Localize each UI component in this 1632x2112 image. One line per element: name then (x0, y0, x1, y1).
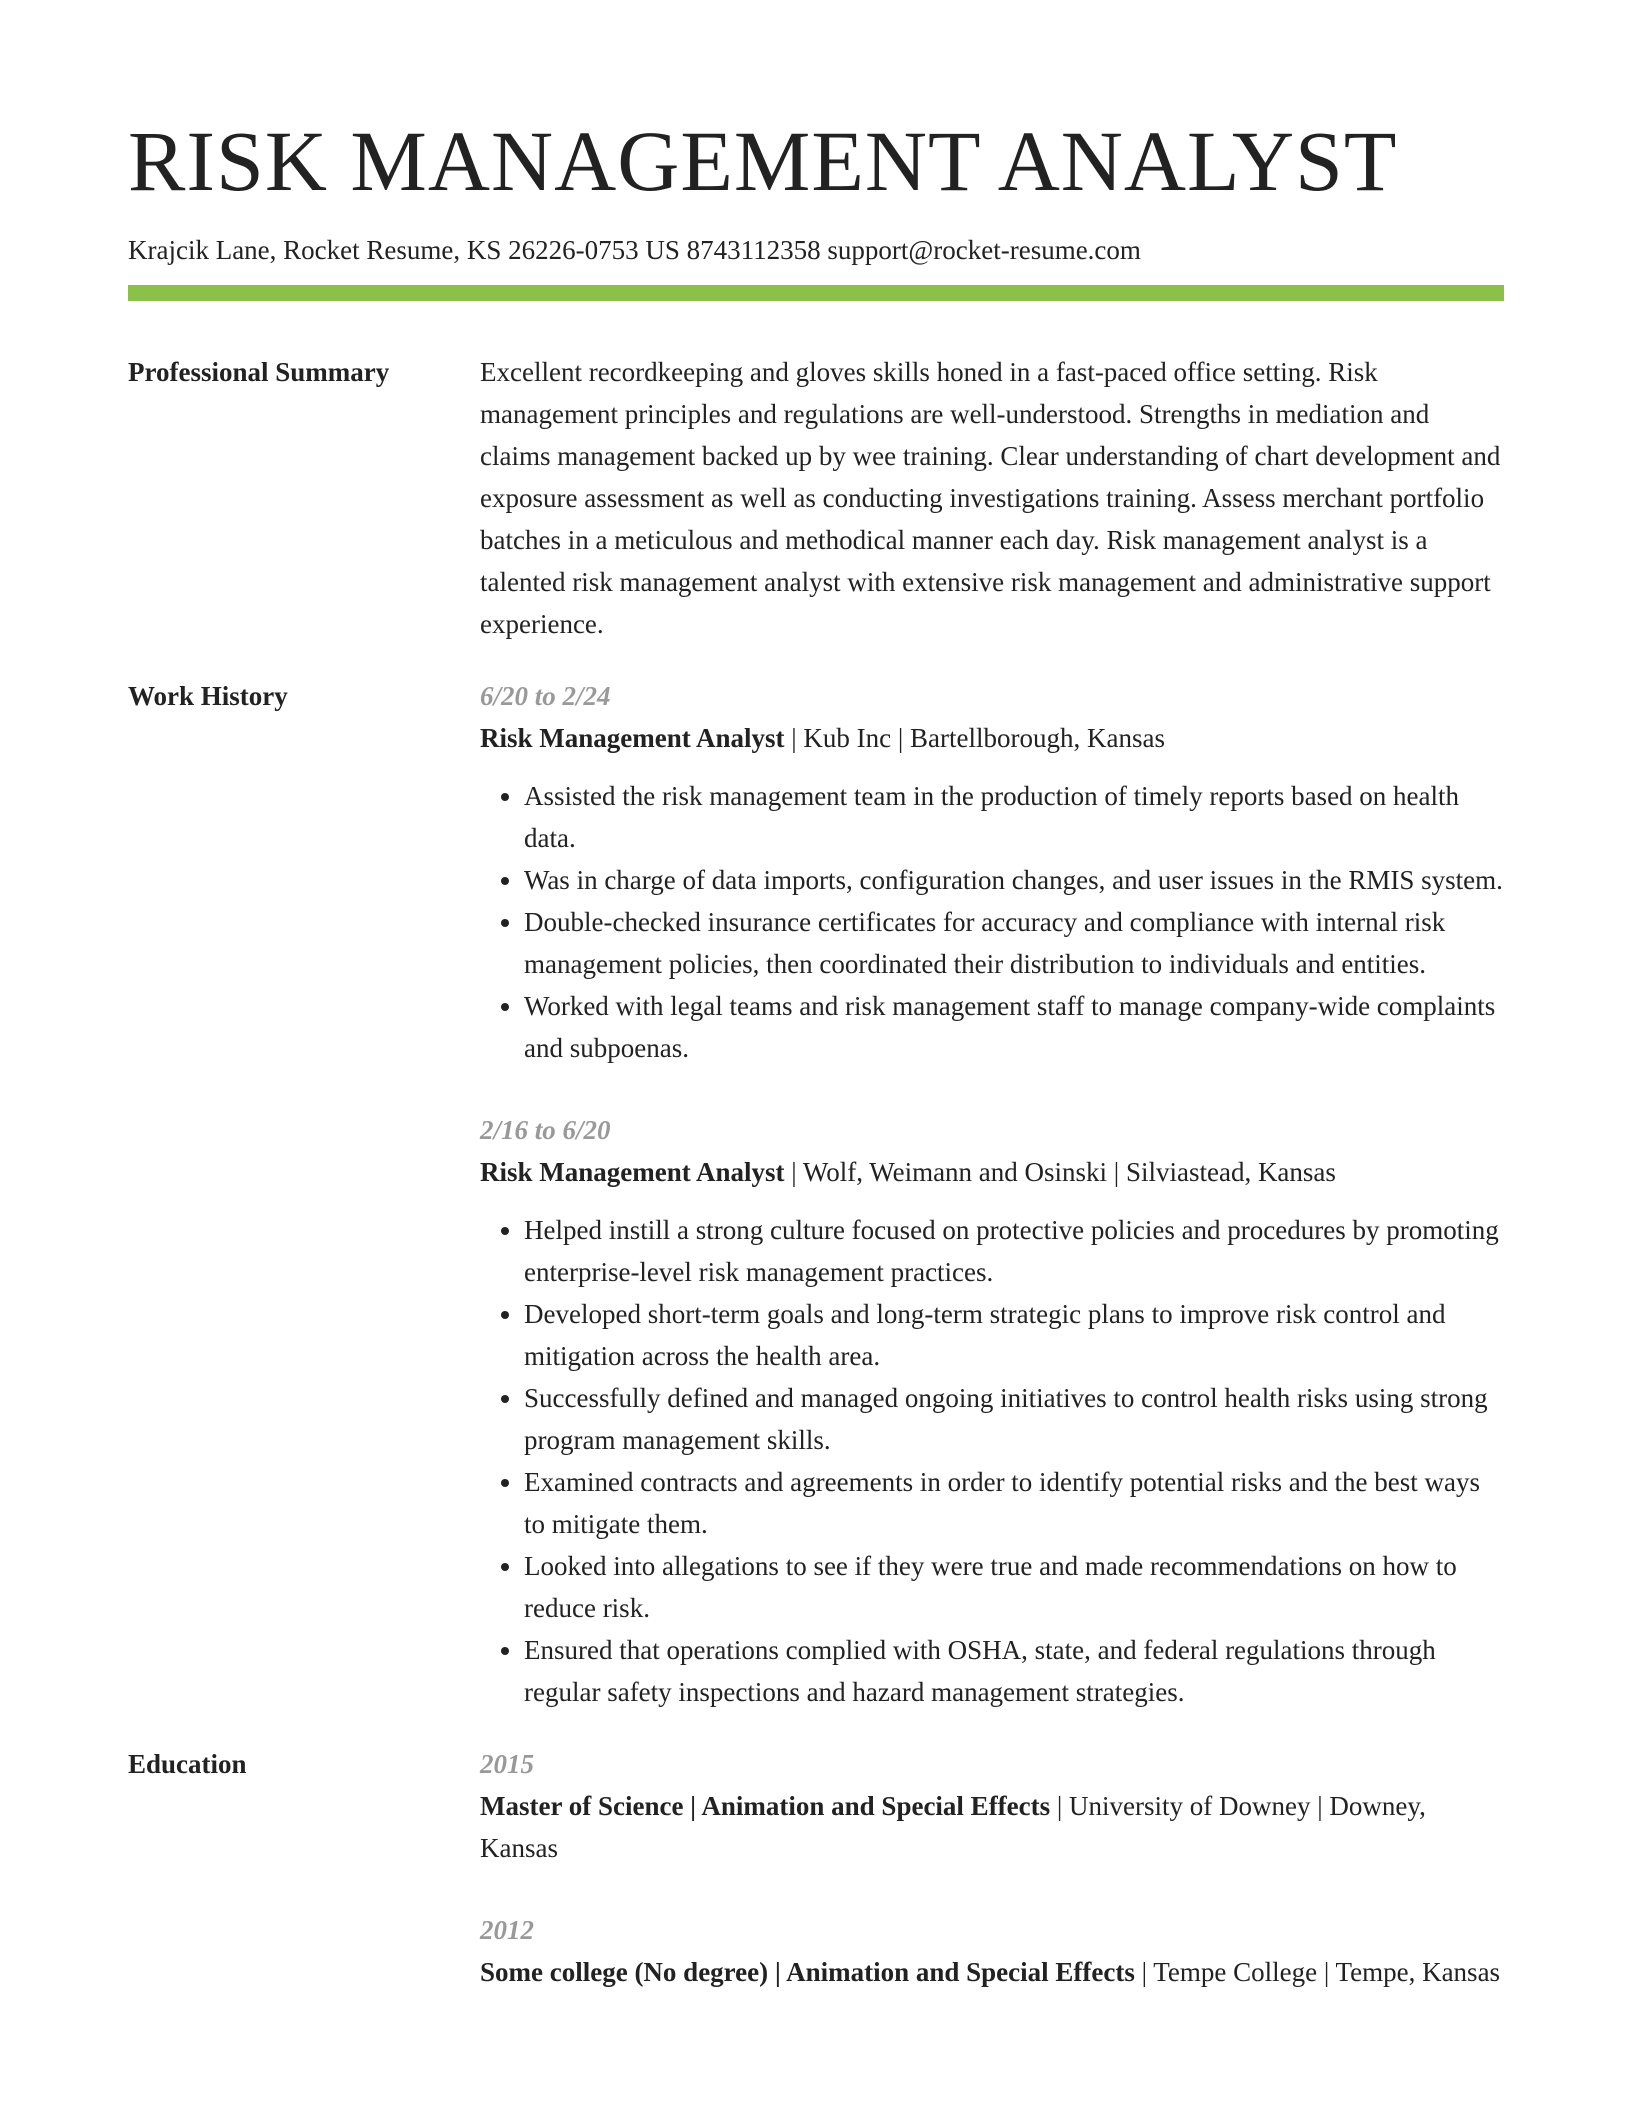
section-heading-education: Education (128, 1749, 247, 1779)
education-year: 2015 (480, 1749, 534, 1779)
job-details: | Kub Inc | Bartellborough, Kansas (784, 723, 1165, 753)
job-title: Risk Management Analyst (480, 1157, 785, 1187)
job-role-line (480, 717, 1504, 759)
education-degree: Some college (No degree) | Animation and Special Effects (480, 1957, 1135, 1987)
education-body (480, 1743, 1504, 1993)
job-bullet: • Helped instill a strong culture focused on protective policies and procedures by promoting enterprise-level risk management practices. (524, 1209, 1504, 1293)
education-details: | Tempe College | Tempe, Kansas (1134, 1957, 1501, 1987)
education-entry (480, 1909, 1504, 1993)
job-bullet: • Was in charge of data imports, configuration changes, and user issues in the RMIS system. (524, 859, 1504, 901)
education-section (128, 1743, 1504, 1993)
job-entry (480, 675, 1504, 1069)
job-title: Risk Management Analyst (480, 723, 785, 753)
job-bullet: • Assisted the risk management team in the production of timely reports based on health data. (524, 775, 1504, 859)
summary-section (128, 351, 1504, 645)
job-role-line (480, 1151, 1504, 1193)
job-bullet: • Examined contracts and agreements in order to identify potential risks and the best ways to mitigate them. (524, 1461, 1504, 1545)
job-bullets (480, 1209, 1504, 1713)
education-line (480, 1785, 1504, 1869)
job-details: | Wolf, Weimann and Osinski | Silviastead, Kansas (784, 1157, 1336, 1187)
education-details: | University of Downey | Downey, Kansas (480, 1791, 1426, 1863)
job-bullets (480, 775, 1504, 1069)
summary-text: Excellent recordkeeping and gloves skills honed in a fast-paced office setting. Risk management principles and regulations are well-understood. Strengths in mediation and claims management backed up by wee training. Clear understanding of chart development and exposure assessment as well as conducting investigations training. Assess merchant portfolio batches in a meticulous and methodical manner each day. Risk management analyst is a talented risk management analyst with extensive risk management and administrative support experience. (480, 357, 1501, 639)
section-heading-work-history: Work History (128, 681, 288, 711)
education-entry (480, 1743, 1504, 1869)
work-history-body (480, 675, 1504, 1713)
resume-sections (128, 351, 1504, 2023)
education-year: 2012 (480, 1915, 534, 1945)
job-dates: 2/16 to 6/20 (480, 1115, 611, 1145)
job-bullet: • Developed short-term goals and long-term strategic plans to improve risk control and mitigation across the health area. (524, 1293, 1504, 1377)
job-bullet: • Double-checked insurance certificates for accuracy and compliance with internal risk management policies, then coordinated their distribution to individuals and entities. (524, 901, 1504, 985)
resume-title: RISK MANAGEMENT ANALYST (128, 113, 1398, 209)
job-bullet: • Worked with legal teams and risk management staff to manage company-wide complaints and subpoenas. (524, 985, 1504, 1069)
section-heading-summary: Professional Summary (128, 357, 390, 387)
job-bullet: • Ensured that operations complied with OSHA, state, and federal regulations through regular safety inspections and hazard management strategies. (524, 1629, 1504, 1713)
job-bullet: • Looked into allegations to see if they were true and made recommendations on how to reduce risk. (524, 1545, 1504, 1629)
job-entry (480, 1109, 1504, 1713)
accent-divider (128, 285, 1504, 301)
contact-line: Krajcik Lane, Rocket Resume, KS 26226-0753 US 8743112358 support@rocket-resume.com (128, 235, 1141, 265)
education-line (480, 1951, 1504, 1993)
job-bullet: • Successfully defined and managed ongoing initiatives to control health risks using strong program management skills. (524, 1377, 1504, 1461)
education-degree: Master of Science | Animation and Special Effects (480, 1791, 1051, 1821)
summary-body (480, 351, 1504, 645)
work-history-section (128, 675, 1504, 1713)
job-dates: 6/20 to 2/24 (480, 681, 611, 711)
